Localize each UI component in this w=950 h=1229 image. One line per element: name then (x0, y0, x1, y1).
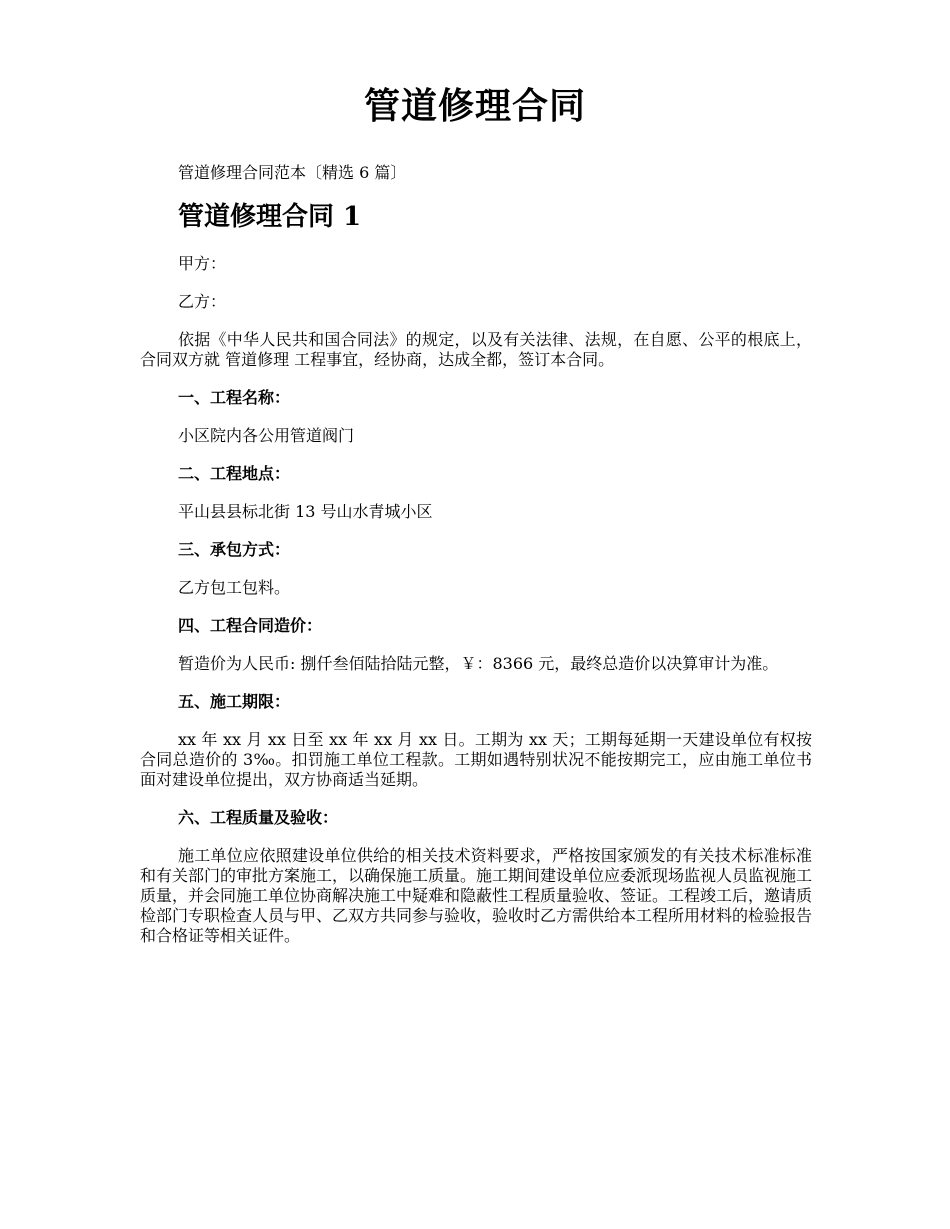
clause-heading-contract-method: 三、承包方式： (178, 540, 291, 559)
intro-paragraph: 依据《中华人民共和国合同法》的规定，以及有关法律、法规，在自愿、公平的根底上，合同双方就 管道修理 工程事宜，经协商，达成全都，签订本合同。 (140, 330, 812, 369)
document-title: 管道修理合同 (363, 85, 586, 127)
clause-body-quality-acceptance: 施工单位应依照建设单位供给的相关技术资料要求，严格按国家颁发的有关技术标准标准和有关部门的审批方案施工，以确保施工质量。施工期间建设单位应委派现场监视人员监视施工质量，并会同施工单位协商解决施工中疑难和隐蔽性工程质量验收、签证。工程竣工后，邀请质检部门专职检查人员与甲、乙双方共同参与验收，验收时乙方需供给本工程所用材料的检验报告和合格证等相关证件。 (140, 846, 813, 945)
clause-heading-quality-acceptance: 六、工程质量及验收： (178, 808, 339, 827)
party-b-label: 乙方： (178, 292, 227, 311)
party-a-label: 甲方： (178, 254, 227, 273)
clause-heading-construction-period: 五、施工期限： (178, 692, 291, 711)
clause-heading-project-location: 二、工程地点： (178, 464, 291, 483)
section-heading: 管道修理合同 1 (178, 202, 362, 232)
clause-heading-project-name: 一、工程名称： (178, 388, 291, 407)
document-body (140, 160, 812, 964)
clause-body-contract-method: 乙方包工包料。 (178, 578, 291, 597)
clause-body-project-name: 小区院内各公用管道阀门 (178, 426, 355, 445)
clause-heading-contract-price: 四、工程合同造价： (178, 616, 323, 635)
clause-body-contract-price: 暂造价为人民币: 捌仟叁佰陆拾陆元整，￥：8366 元，最终总造价以决算审计为准。 (178, 654, 779, 673)
clause-body-construction-period: xx 年 xx 月 xx 日至 xx 年 xx 月 xx 日。工期为 xx 天；工期每延期一天建设单位有权按合同总造价的 3‰。扣罚施工单位工程款。工期如遇特别状况不能按期完工，应由施工单位书面对建设单位提出，双方协商适当延期。 (140, 730, 812, 789)
document-subtitle: 管道修理合同范本〔精选 6 篇〕 (178, 163, 407, 182)
clause-body-project-location: 平山县县标北街 13 号山水青城小区 (178, 502, 433, 521)
